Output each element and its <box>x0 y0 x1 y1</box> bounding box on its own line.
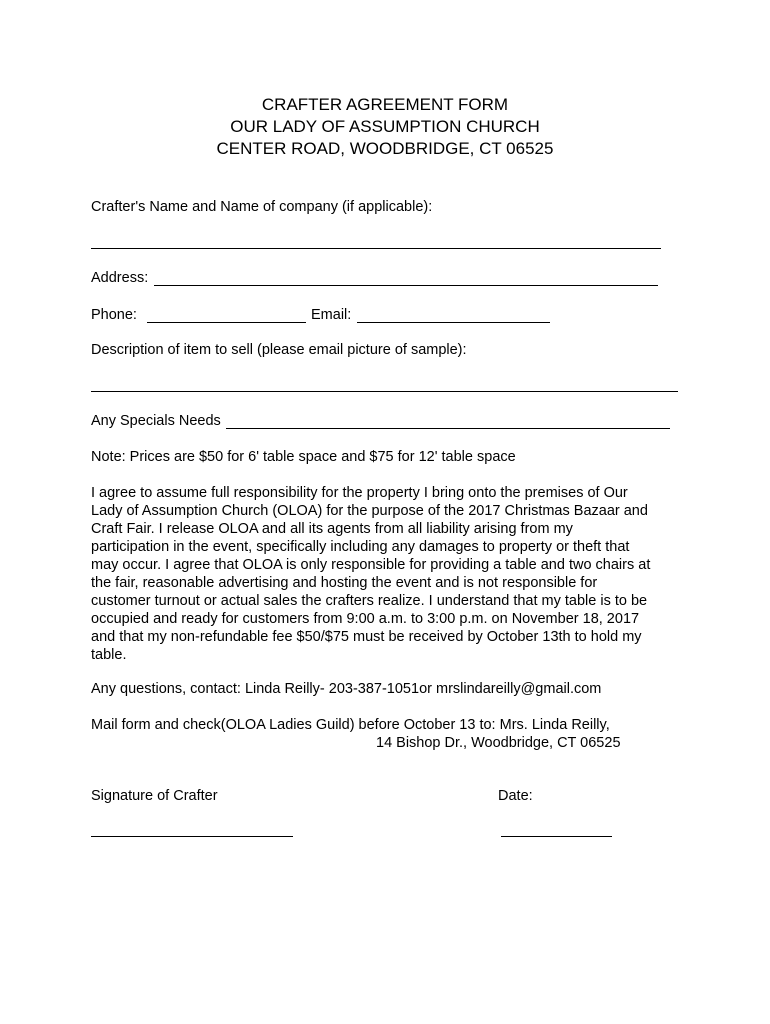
description-label: Description of item to sell (please email picture of sample): <box>91 342 467 358</box>
agreement-line: occupied and ready for customers from 9:00 a.m. to 3:00 p.m. on November 18, 2017 <box>91 611 640 627</box>
agreement-line: customer turnout or actual sales the crafters realize. I understand that my table is to be <box>91 593 648 609</box>
agreement-line: Craft Fair. I release OLOA and all its agents from all liability arising from my <box>91 521 573 537</box>
agreement-line: and that my non-refundable fee $50/$75 must be received by October 13th to hold my <box>91 629 642 645</box>
agreement-line: Lady of Assumption Church (OLOA) for the purpose of the 2017 Christmas Bazaar and <box>91 503 648 519</box>
agreement-paragraph <box>91 484 691 664</box>
mail-address: 14 Bishop Dr., Woodbridge, CT 06525 <box>376 735 621 751</box>
phone-line[interactable] <box>147 322 306 323</box>
church-name: OUR LADY OF ASSUMPTION CHURCH <box>230 117 540 136</box>
phone-label: Phone: <box>91 307 137 323</box>
agreement-line: table. <box>91 647 127 663</box>
form-title: CRAFTER AGREEMENT FORM <box>261 95 509 114</box>
mail-instructions: Mail form and check(OLOA Ladies Guild) before October 13 to: Mrs. Linda Reilly, <box>91 717 610 733</box>
date-label: Date: <box>498 788 533 804</box>
agreement-line: the fair, reasonable advertising and hosting the event and is not responsible for <box>91 575 598 591</box>
description-line[interactable] <box>91 391 678 392</box>
address-line[interactable] <box>154 285 658 286</box>
agreement-line: participation in the event, specifically including any damages to property or theft that <box>91 539 630 555</box>
pricing-note: Note: Prices are $50 for 6' table space and $75 for 12' table space <box>91 449 516 465</box>
contact-info: Any questions, contact: Linda Reilly- 203-387-1051or mrslindareilly@gmail.com <box>91 681 602 697</box>
date-line[interactable] <box>501 836 612 837</box>
agreement-line: may occur. I agree that OLOA is only responsible for providing a table and two chairs at <box>91 557 651 573</box>
signature-line[interactable] <box>91 836 293 837</box>
crafter-name-label: Crafter's Name and Name of company (if applicable): <box>91 199 433 215</box>
email-line[interactable] <box>357 322 550 323</box>
crafter-name-line[interactable] <box>91 248 661 249</box>
agreement-line: I agree to assume full responsibility for the property I bring onto the premises of Our <box>91 485 628 501</box>
address-label: Address: <box>91 270 149 286</box>
church-address: CENTER ROAD, WOODBRIDGE, CT 06525 <box>216 139 554 158</box>
specials-line[interactable] <box>226 428 670 429</box>
signature-label: Signature of Crafter <box>91 788 218 804</box>
specials-label: Any Specials Needs <box>91 413 221 429</box>
email-label: Email: <box>311 307 352 323</box>
